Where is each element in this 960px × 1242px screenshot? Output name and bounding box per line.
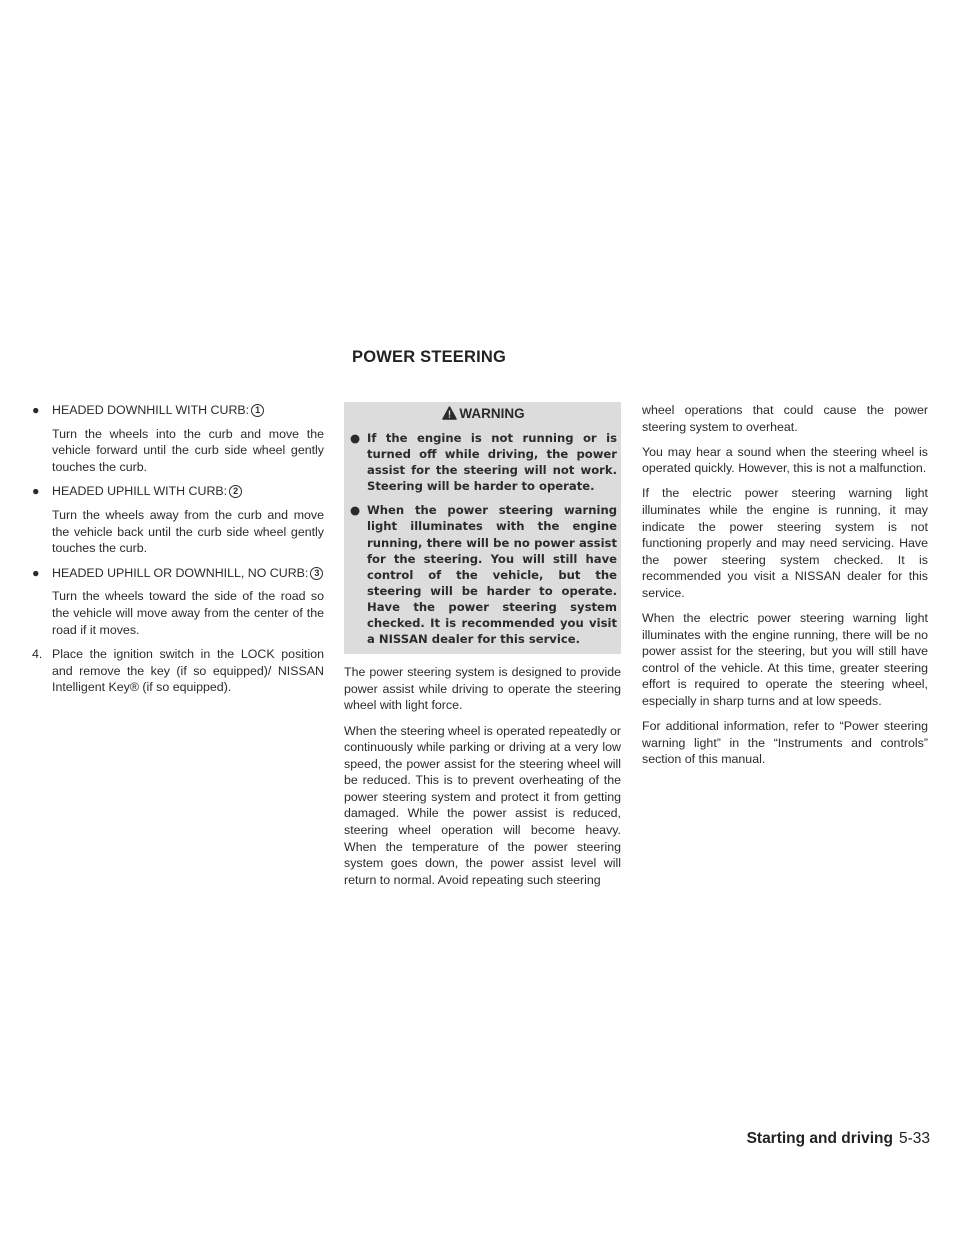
- bullet-text: Turn the wheels into the curb and move the vehicle forward until the curb side wheel gently touches the curb.: [52, 426, 324, 474]
- column-right: [642, 402, 928, 776]
- step-4: [32, 646, 324, 696]
- body-paragraph: If the electric power steering warning light illuminates while the engine is running, it may indicate the power steering system is not functioning properly and may need servicing. Have the power steering system checked. It is recommended you visit a NISSAN dealer for this service.: [642, 486, 928, 600]
- warning-box: [344, 402, 621, 654]
- body-paragraph: When the electric power steering warning light illuminates with the engine running, there will be no power assist for the steering, but you will still have control of the vehicle. At this time, greater steering effort is required to operate the steering wheel, especially in sharp turns and at low speeds.: [642, 611, 928, 708]
- warning-item-text: When the power steering warning light illuminates with the engine running, there will be no power assist for the steering. You will still have control of the vehicle, but the steering will be harder to operate. Have the power steering system checked. It is recommended you visit a NISSAN dealer for this service.: [367, 503, 617, 647]
- footer-section-name: Starting and driving: [746, 1130, 893, 1147]
- column-left: [32, 402, 324, 696]
- page-number: 5-33: [898, 1130, 930, 1147]
- circled-number: 2: [229, 485, 242, 498]
- warning-triangle-icon: [442, 406, 457, 426]
- bullet-text: Turn the wheels toward the side of the road so the vehicle will move away from the center of the road if it moves.: [52, 589, 324, 637]
- bullet-marker: ●: [32, 403, 40, 417]
- body-paragraph: When the steering wheel is operated repeatedly or continuously while parking or driving at a very low speed, the power assist for the steering wheel will be reduced. This is to prevent overheating of the power steering system and protect it from getting damaged. While the power assist is reduced, steering wheel operation will become heavy. When the temperature of the power steering system goes down, the power assist level will return to normal. Avoid repeating such steering: [344, 723, 621, 887]
- body-paragraph: For additional information, refer to “Power steering warning light” in the “Instruments and controls” section of this manual.: [642, 719, 928, 767]
- bullet-downhill-curb: [32, 402, 324, 419]
- bullet-label: HEADED DOWNHILL WITH CURB:: [52, 403, 250, 417]
- bullet-marker: ●: [350, 503, 361, 518]
- step-text: Place the ignition switch in the LOCK position and remove the key (if so equipped)/ NISSAN Intelligent Key® (if so equipped).: [52, 647, 324, 695]
- bullet-marker: ●: [350, 431, 361, 445]
- circled-number: 3: [310, 567, 323, 580]
- bullet-label: HEADED UPHILL OR DOWNHILL, NO CURB:: [52, 565, 309, 580]
- bullet-marker: ●: [32, 565, 40, 580]
- body-paragraph: wheel operations that could cause the power steering system to overheat.: [642, 403, 928, 434]
- warning-item: [350, 502, 617, 647]
- warning-heading-text: WARNING: [459, 406, 525, 421]
- body-paragraph: You may hear a sound when the steering wheel is operated quickly. However, this is not a malfunction.: [642, 444, 928, 476]
- page-footer: [747, 1131, 930, 1148]
- circled-number: 1: [251, 404, 264, 417]
- warning-heading: [350, 404, 617, 426]
- section-title: POWER STEERING: [352, 348, 507, 366]
- body-paragraph: The power steering system is designed to provide power assist while driving to operate the steering wheel with light force.: [344, 665, 621, 713]
- warning-item: [350, 430, 617, 494]
- warning-item-text: If the engine is not running or is turned off while driving, the power assist for the steering will not work. Steering will be harder to operate.: [367, 431, 617, 494]
- step-number: 4.: [32, 647, 43, 662]
- column-middle: [344, 402, 621, 897]
- bullet-uphill-curb: [32, 483, 324, 500]
- bullet-text: Turn the wheels away from the curb and move the vehicle back until the curb side wheel gently touches the curb.: [52, 507, 324, 556]
- bullet-label: HEADED UPHILL WITH CURB:: [52, 484, 228, 499]
- bullet-marker: ●: [32, 484, 40, 499]
- bullet-no-curb: [32, 565, 324, 582]
